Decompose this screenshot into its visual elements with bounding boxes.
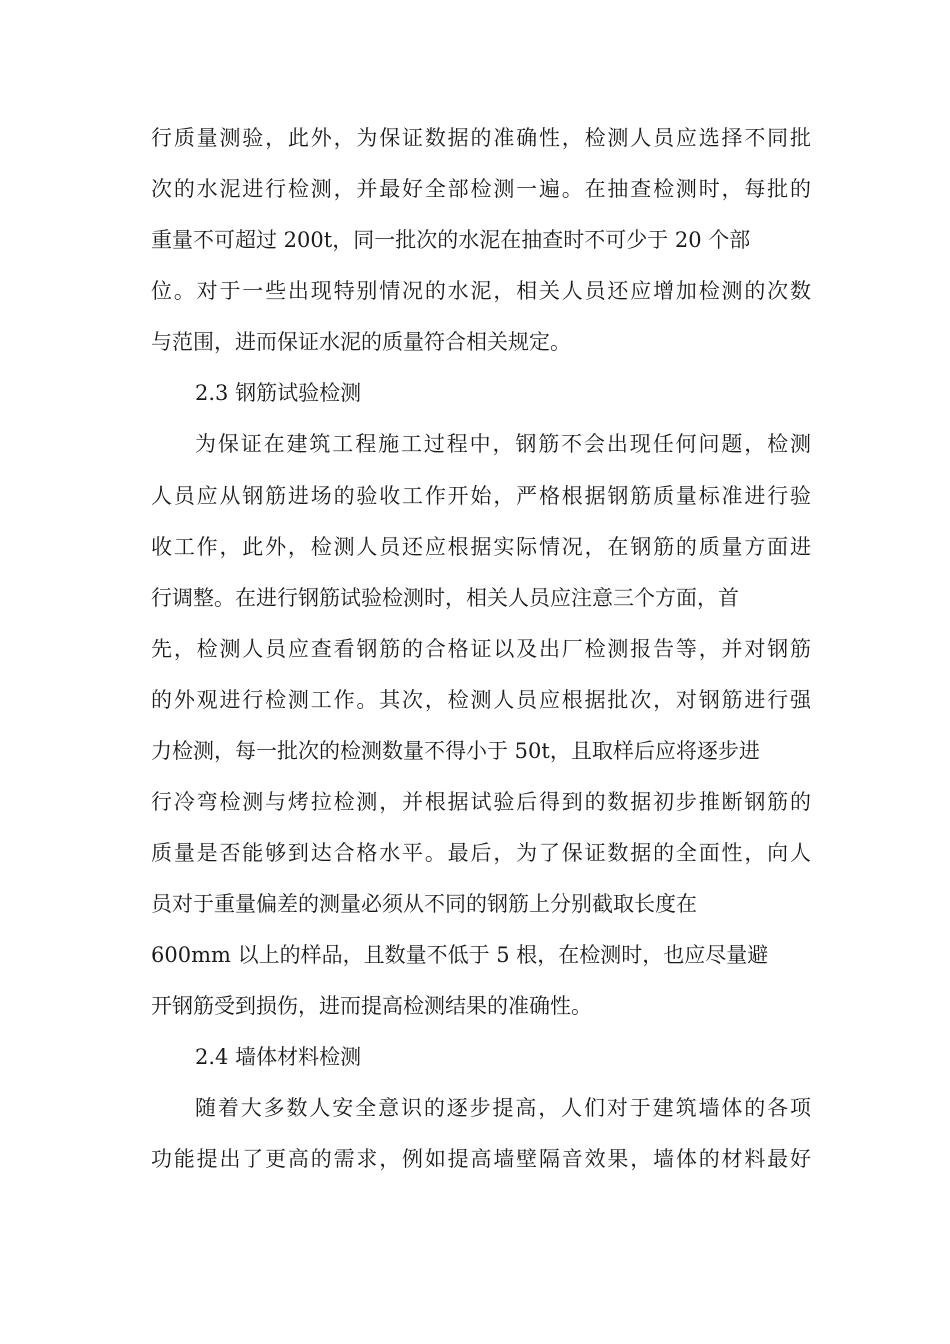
text-line: 力检测，每一批次的检测数量不得小于 50t，且取样后应将逐步进 xyxy=(151,739,760,763)
text-line: 位。对于一些出现特别情况的水泥，相关人员还应增加检测的次数 xyxy=(151,279,811,303)
text-line: 重量不可超过 200t，同一批次的水泥在抽查时不可少于 20 个部 xyxy=(151,228,751,252)
text-line: 质量是否能够到达合格水平。最后，为了保证数据的全面性，向人 xyxy=(151,841,811,865)
text-line: 员对于重量偏差的测量必须从不同的钢筋上分别截取长度在 xyxy=(151,892,697,916)
section-heading: 2.3 钢筋试验检测 xyxy=(195,381,362,405)
text-line: 功能提出了更高的需求，例如提高墙壁隔音效果，墙体的材料最好 xyxy=(151,1147,811,1171)
text-line: 为保证在建筑工程施工过程中，钢筋不会出现任何问题，检测 xyxy=(195,432,811,456)
text-line: 次的水泥进行检测，并最好全部检测一遍。在抽查检测时，每批的 xyxy=(151,177,811,201)
text-line: 600mm 以上的样品，且数量不低于 5 根，在检测时，也应尽量避 xyxy=(151,943,769,967)
text-line: 随着大多数人安全意识的逐步提高，人们对于建筑墙体的各项 xyxy=(195,1096,811,1120)
text-line: 开钢筋受到损伤，进而提高检测结果的准确性。 xyxy=(151,994,592,1018)
text-line: 与范围，进而保证水泥的质量符合相关规定。 xyxy=(151,330,571,354)
text-line: 先，检测人员应查看钢筋的合格证以及出厂检测报告等，并对钢筋 xyxy=(151,637,811,661)
text-line: 人员应从钢筋进场的验收工作开始，严格根据钢筋质量标准进行验 xyxy=(151,484,811,508)
section-heading: 2.4 墙体材料检测 xyxy=(195,1045,362,1069)
text-line: 行调整。在进行钢筋试验检测时，相关人员应注意三个方面，首 xyxy=(151,586,739,610)
text-line: 的外观进行检测工作。其次，检测人员应根据批次，对钢筋进行强 xyxy=(151,688,811,712)
text-line: 行质量测验，此外，为保证数据的准确性，检测人员应选择不同批 xyxy=(151,126,811,150)
text-line: 收工作，此外，检测人员还应根据实际情况，在钢筋的质量方面进 xyxy=(151,535,811,559)
text-line: 行冷弯检测与烤拉检测，并根据试验后得到的数据初步推断钢筋的 xyxy=(151,790,811,814)
